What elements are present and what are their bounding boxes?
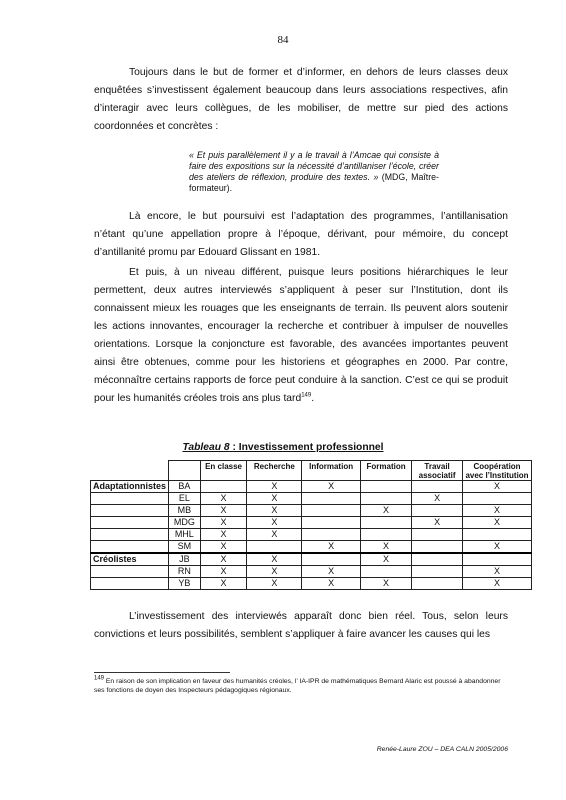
mark-cell: X <box>360 553 411 566</box>
mark-cell <box>247 541 302 554</box>
mark-cell: X <box>200 493 247 505</box>
investment-table <box>90 460 532 590</box>
mark-cell: X <box>463 481 532 493</box>
group-cell <box>91 505 169 517</box>
mark-cell: X <box>463 517 532 529</box>
mark-cell <box>412 481 463 493</box>
mark-cell: X <box>247 517 302 529</box>
table-title <box>0 442 566 453</box>
table-number: Tableau 8 <box>182 442 230 453</box>
mark-cell <box>463 553 532 566</box>
interviewee-code: RN <box>169 566 201 578</box>
footnote-number: 149 <box>94 675 105 682</box>
table-row <box>91 481 532 493</box>
mark-cell: X <box>200 529 247 541</box>
header-cell: Travail associatif <box>412 461 463 481</box>
mark-cell: X <box>247 481 302 493</box>
mark-cell <box>302 505 361 517</box>
mark-cell <box>412 553 463 566</box>
header-empty-code <box>169 461 201 481</box>
interviewee-code: MDG <box>169 517 201 529</box>
table-row <box>91 541 532 554</box>
mark-cell: X <box>247 553 302 566</box>
group-cell <box>91 529 169 541</box>
group-cell: Adaptationnistes <box>91 481 169 493</box>
quote-attribution: (MDG, Maître-formateur). <box>189 172 439 193</box>
mark-cell <box>360 529 411 541</box>
group-cell <box>91 493 169 505</box>
mark-cell: X <box>360 505 411 517</box>
paragraph-institution: Et puis, à un niveau différent, puisque leurs positions hiérarchiques le leur permettent, deux autres interviewés s’appliquent à peser sur l’Institution, dont ils connaissent mieux les rouages que les enseignants de terrain. Ils peuvent alors soutenir les actions innovantes, encourager la recherche et contribuer à impulser de nouvelles orientations. Lorsque la conjoncture est favorable, des avancées importantes peuvent ainsi être obtenues, comme pour les historiens et géographes en 2000. Par contre, méconnaître certains rapports de force peut conduire à la sanction. C’est ce qui se produit pour les humanités créoles trois ans plus tard$^{149}$. <box>94 267 508 404</box>
interviewee-code: MB <box>169 505 201 517</box>
table-row <box>91 578 532 590</box>
mark-cell: X <box>302 481 361 493</box>
table-row <box>91 529 532 541</box>
interviewee-code: YB <box>169 578 201 590</box>
mark-cell <box>302 517 361 529</box>
table-row <box>91 566 532 578</box>
mark-cell: X <box>360 541 411 554</box>
page-number: 84 <box>277 34 289 46</box>
mark-cell <box>412 529 463 541</box>
mark-cell: X <box>247 578 302 590</box>
mark-cell <box>412 541 463 554</box>
table-caption: : Investissement professionnel <box>229 442 384 453</box>
paragraph-conclusion: L’investissement des interviewés apparaît donc bien réel. Tous, selon leurs convictions et leurs possibilités, semblent s’appliquer à faire avancer les causes qui les <box>94 611 508 640</box>
group-cell <box>91 566 169 578</box>
mark-cell <box>412 505 463 517</box>
mark-cell: X <box>200 517 247 529</box>
mark-cell: X <box>247 529 302 541</box>
mark-cell: X <box>463 505 532 517</box>
table-header-row <box>91 461 532 481</box>
mark-cell: X <box>200 541 247 554</box>
mark-cell: X <box>302 541 361 554</box>
header-cell: Formation <box>360 461 411 481</box>
mark-cell: X <box>412 493 463 505</box>
paragraph-adaptation: Là encore, le but poursuivi est l’adaptation des programmes, l’antillanisation n’étant qu’une appellation propre à l’époque, dérivant, pour mémoire, du concept d’antillanité promu par Edouard Glissant en 1981. <box>94 211 508 258</box>
header-empty-group <box>91 461 169 481</box>
mark-cell <box>302 553 361 566</box>
group-cell: Créolistes <box>91 553 169 566</box>
mark-cell <box>412 566 463 578</box>
mark-cell <box>360 566 411 578</box>
interview-quote <box>189 150 439 194</box>
interviewee-code: JB <box>169 553 201 566</box>
mark-cell <box>360 481 411 493</box>
interviewee-code: SM <box>169 541 201 554</box>
mark-cell: X <box>412 517 463 529</box>
table-row <box>91 505 532 517</box>
mark-cell: X <box>247 505 302 517</box>
mark-cell: X <box>200 505 247 517</box>
mark-cell: X <box>463 566 532 578</box>
mark-cell: X <box>360 578 411 590</box>
interviewee-code: EL <box>169 493 201 505</box>
mark-cell <box>463 493 532 505</box>
quote-text: « Et puis parallèlement il y a le travail à l’Amcae qui consiste à faire des expositions sur la nécessité d’antillaniser l’école, créer des ateliers de réflexion, produire des textes. » <box>189 150 439 182</box>
mark-cell: X <box>463 541 532 554</box>
footnote <box>94 677 510 695</box>
mark-cell <box>463 529 532 541</box>
mark-cell <box>302 493 361 505</box>
mark-cell <box>302 529 361 541</box>
mark-cell: X <box>302 578 361 590</box>
group-cell <box>91 578 169 590</box>
interviewee-code: MHL <box>169 529 201 541</box>
table-row <box>91 553 532 566</box>
paragraph-associations: Toujours dans le but de former et d’informer, en dehors de leurs classes deux enquêtées s’investissent également beaucoup dans leurs associations respectives, afin d’interagir avec leurs collègues, de les mobiliser, de mettre sur pied des actions coordonnées et concrètes : <box>94 67 508 132</box>
group-cell <box>91 541 169 554</box>
footnote-reference: 149 <box>301 392 312 399</box>
header-cell: Information <box>302 461 361 481</box>
mark-cell: X <box>247 566 302 578</box>
footnote-text: En raison de son implication en faveur des humanités créoles, l’ IA-IPR de mathématiques Bernard Alaric est poussé à abandonner ses fonctions de doyen des Inspecteurs pédagogiques régionaux. <box>94 678 501 694</box>
mark-cell: X <box>247 493 302 505</box>
mark-cell: X <box>200 553 247 566</box>
footnote-separator <box>94 672 230 673</box>
table-row <box>91 493 532 505</box>
page-footer: Renée-Laure ZOU – DEA CALN 2005/2006 <box>376 746 508 753</box>
mark-cell <box>412 578 463 590</box>
mark-cell <box>200 481 247 493</box>
mark-cell: X <box>200 566 247 578</box>
mark-cell: X <box>302 566 361 578</box>
header-cell: Coopération avec l’Institution <box>463 461 532 481</box>
header-cell: En classe <box>200 461 247 481</box>
mark-cell <box>360 493 411 505</box>
header-cell: Recherche <box>247 461 302 481</box>
paragraph-institution-text: Et puis, à un niveau différent, puisque leurs positions hiérarchiques le leur permettent, deux autres interviewés s’appliquent à peser sur l’Institution, dont ils connaissent mieux les rouages que les enseignants de terrain. Ils peuvent alors soutenir les actions innovantes, encourager la recherche et contribuer à impulser de nouvelles orientations. Lorsque la conjoncture est favorable, des avancées importantes peuvent ainsi être obtenues, comme pour les historiens et géographes en 2000. Par contre, méconnaître certains rapports de force peut conduire à la sanction. C’est ce qui se produit pour les humanités créoles trois ans plus tard <box>94 267 508 404</box>
interviewee-code: BA <box>169 481 201 493</box>
group-cell <box>91 517 169 529</box>
mark-cell: X <box>200 578 247 590</box>
mark-cell <box>360 517 411 529</box>
mark-cell: X <box>463 578 532 590</box>
table-row <box>91 517 532 529</box>
